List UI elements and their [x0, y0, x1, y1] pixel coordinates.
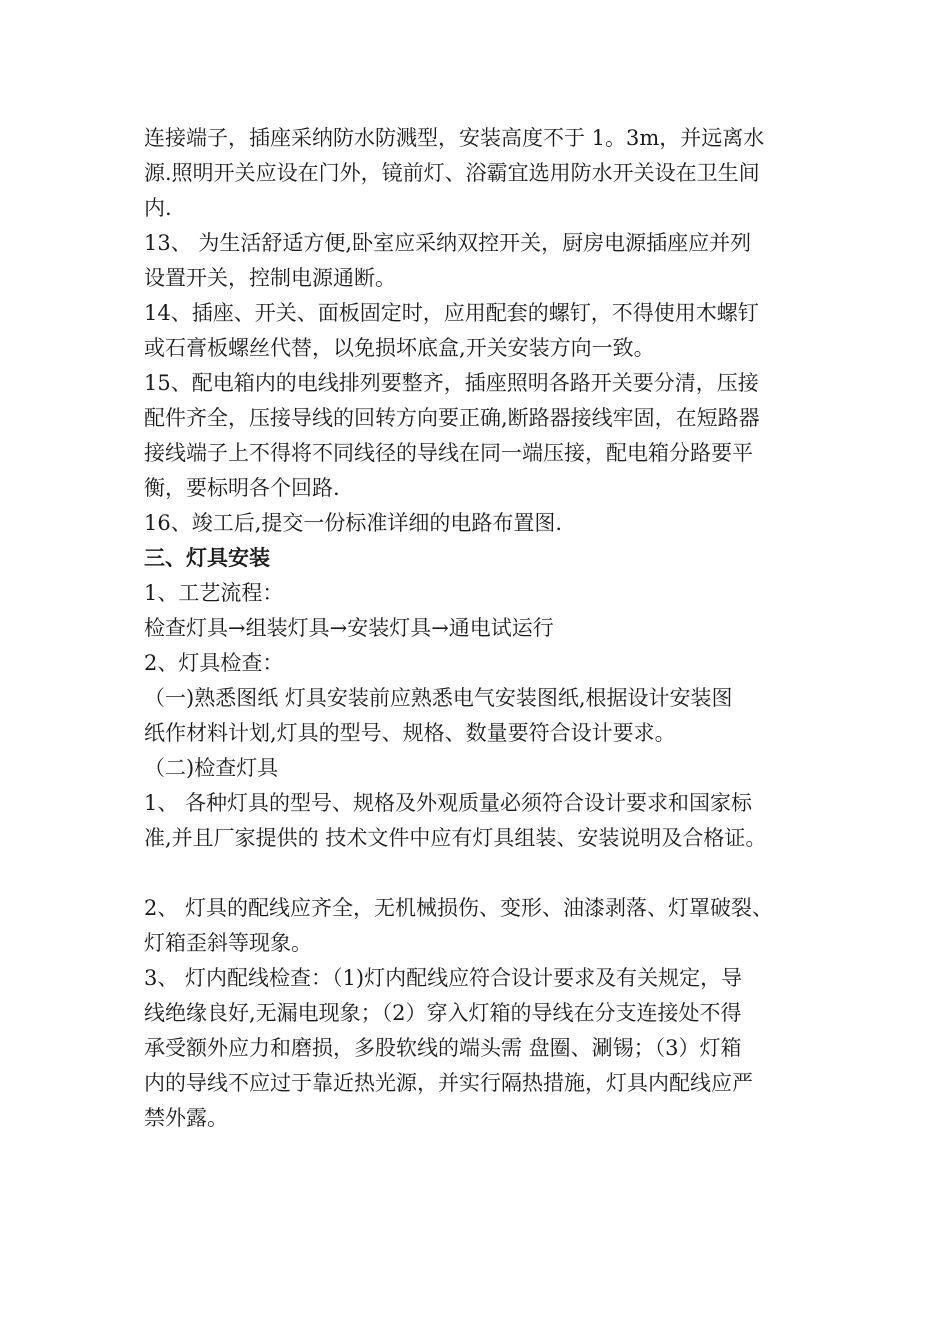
- text-line: 内.: [144, 196, 172, 220]
- text-line: 13、 为生活舒适方便,卧室应采纳双控开关，厨房电源插座应并列: [144, 231, 752, 255]
- text-line: 1、 各种灯具的型号、规格及外观质量必须符合设计要求和国家标: [144, 791, 753, 815]
- text-line: 衡，要标明各个回路.: [144, 476, 340, 500]
- text-line: 16、竣工后,提交一份标准详细的电路布置图.: [144, 511, 563, 535]
- text-line: 检查灯具→组装灯具→安装灯具→通电试运行: [144, 616, 554, 640]
- text-line: 承受额外应力和磨损，多股软线的端头需 盘圈、涮锡；（3）灯箱: [144, 1036, 742, 1060]
- text-line: 禁外露。: [144, 1106, 228, 1130]
- text-line: 设置开关，控制电源通断。: [144, 266, 396, 290]
- text-line: 3、 灯内配线检查：（1)灯内配线应符合设计要求及有关规定，导: [144, 966, 743, 990]
- text-line: 15、配电箱内的电线排列要整齐，插座照明各路开关要分清，压接: [144, 371, 759, 395]
- text-line: 源.照明开关应设在门外，镜前灯、浴霸宜选用防水开关设在卫生间: [144, 161, 760, 185]
- text-line: 线绝缘良好,无漏电现象；（2）穿入灯箱的导线在分支连接处不得: [144, 1001, 742, 1025]
- text-line: （一)熟悉图纸 灯具安装前应熟悉电气安装图纸,根据设计安装图: [144, 686, 733, 710]
- blank-line: [144, 856, 844, 891]
- text-line: 纸作材料计划,灯具的型号、规格、数量要符合设计要求。: [144, 721, 676, 745]
- text-line: （二)检查灯具: [144, 756, 279, 780]
- text-line: 配件齐全，压接导线的回转方向要正确,断路器接线牢固，在短路器: [144, 406, 760, 430]
- text-line: 2、灯具检查：: [144, 651, 284, 675]
- text-line: 1、工艺流程：: [144, 581, 284, 605]
- text-line: 内的导线不应过于靠近热光源，并实行隔热措施，灯具内配线应严: [144, 1071, 753, 1095]
- section-heading: 三、灯具安装: [144, 546, 270, 570]
- text-line: 连接端子，插座采纳防水防溅型，安装高度不于 1。3m，并远离水: [144, 126, 765, 150]
- text-line: 或石膏板螺丝代替，以免损坏底盒,开关安装方向一致。: [144, 336, 655, 360]
- text-line: 灯箱歪斜等现象。: [144, 931, 312, 955]
- text-line: 接线端子上不得将不同线径的导线在同一端压接，配电箱分路要平: [144, 441, 753, 465]
- text-line: 2、 灯具的配线应齐全，无机械损伤、变形、油漆剥落、灯罩破裂、: [144, 896, 774, 920]
- document-body: [144, 121, 844, 1136]
- text-line: 准,并且厂家提供的 技术文件中应有灯具组装、安装说明及合格证。: [144, 826, 767, 850]
- text-line: 14、插座、开关、面板固定时，应用配套的螺钉，不得使用木螺钉: [144, 301, 759, 325]
